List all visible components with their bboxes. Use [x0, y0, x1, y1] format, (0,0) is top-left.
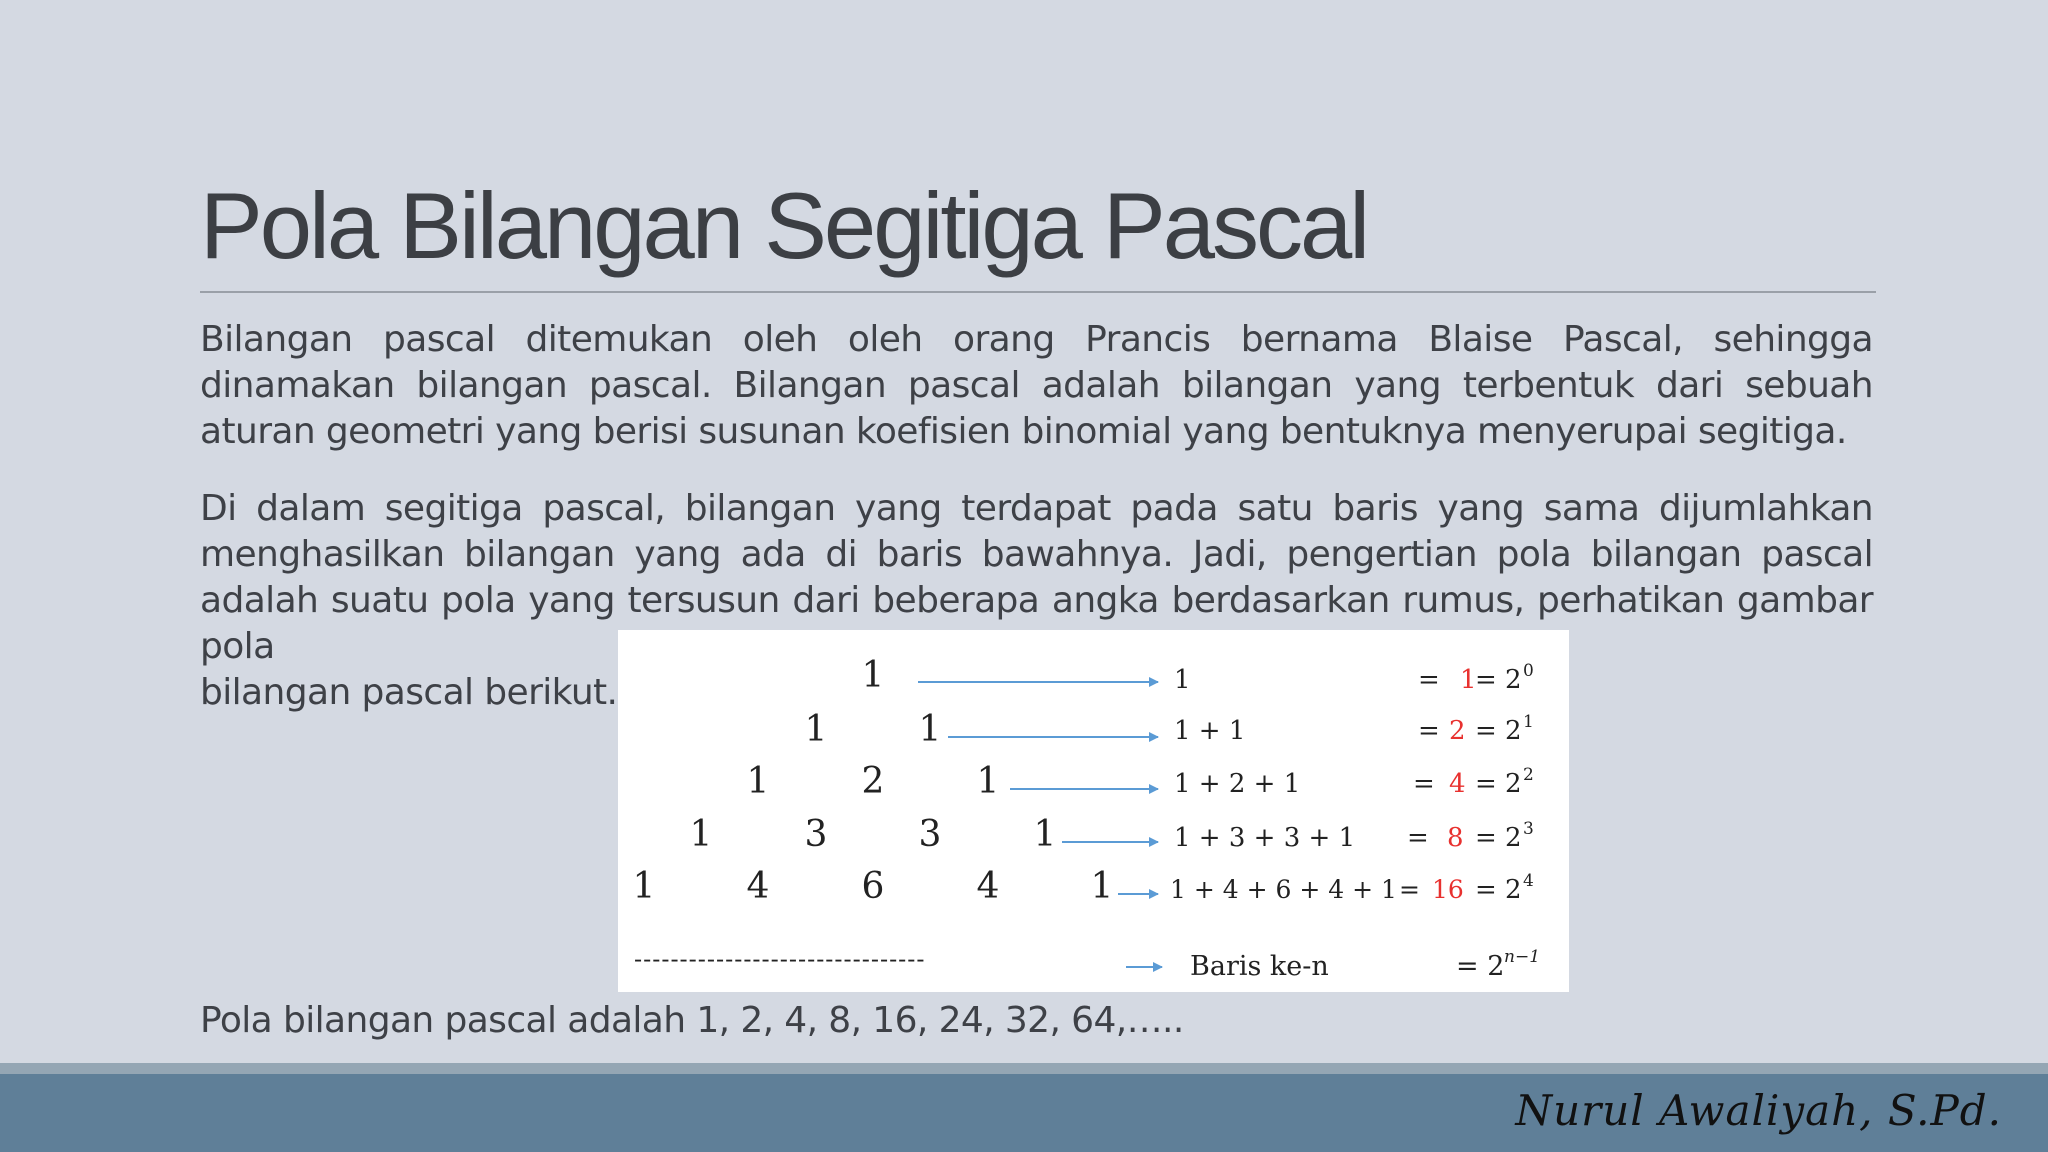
row-sum: 1 + 2 + 1 — [1174, 769, 1301, 799]
row-sum: 1 + 1 — [1174, 716, 1246, 746]
equals-sign: = — [1399, 875, 1420, 904]
equals-sign: = — [1418, 665, 1440, 695]
equals-sign: = — [1407, 823, 1429, 853]
triangle-number: 1 — [1090, 866, 1114, 907]
power-of-two: = 2 — [1475, 769, 1522, 799]
triangle-number: 4 — [976, 866, 1000, 907]
power-of-two: = 2 — [1475, 823, 1522, 853]
row-total: 16 — [1432, 875, 1464, 904]
general-row-power: = 2 — [1456, 951, 1505, 982]
title-underline — [200, 291, 1876, 293]
row-sum: 1 + 4 + 6 + 4 + 1 — [1170, 875, 1397, 904]
general-row-label: Baris ke-n — [1190, 951, 1329, 982]
pattern-summary: Pola bilangan pascal adalah 1, 2, 4, 8, 16, 24, 32, 64,….. — [200, 1000, 1184, 1041]
row-total: 4 — [1449, 769, 1466, 799]
pascal-triangle-diagram — [618, 630, 1569, 992]
slide-title: Pola Bilangan Segitiga Pascal — [200, 173, 1368, 278]
triangle-number: 1 — [689, 814, 713, 855]
paragraph-intro: Bilangan pascal ditemukan oleh oleh orang Prancis bernama Blaise Pascal, sehingga dinamakan bilangan pascal. Bilangan pascal adalah bilangan yang terbentuk dari sebuah aturan geometri yang berisi susunan koefisien binomial yang bentuknya menyerupai segitiga. — [200, 319, 1873, 452]
footer-accent-strip — [0, 1063, 2048, 1074]
power-of-two: = 2 — [1475, 875, 1522, 905]
triangle-number: 1 — [918, 709, 942, 750]
triangle-number: 3 — [918, 814, 942, 855]
triangle-number: 1 — [804, 709, 828, 750]
triangle-number: 6 — [861, 866, 885, 907]
triangle-number: 1 — [976, 761, 1000, 802]
power-exponent: 3 — [1523, 819, 1534, 839]
triangle-number: 1 — [1033, 814, 1057, 855]
paragraph-explanation-last-line: bilangan pascal berikut. — [200, 672, 618, 713]
general-row-exponent: n−1 — [1504, 947, 1541, 967]
equals-sign: = — [1418, 716, 1440, 746]
row-total: 2 — [1449, 716, 1466, 746]
triangle-number: 1 — [632, 866, 656, 907]
power-exponent: 1 — [1523, 712, 1534, 732]
power-exponent: 2 — [1523, 765, 1534, 785]
power-exponent: 0 — [1523, 661, 1534, 681]
triangle-number: 3 — [804, 814, 828, 855]
paragraph-explanation-text: Di dalam segitiga pascal, bilangan yang terdapat pada satu baris yang sama dijumlahkan menghasilkan bilangan yang ada di baris bawahnya. Jadi, pengertian pola bilangan pascal adalah suatu pola yang tersusun dari beberapa angka berdasarkan rumus, perhatikan gambar pola — [200, 488, 1873, 667]
power-of-two: = 2 — [1475, 716, 1522, 746]
row-sum: 1 — [1174, 665, 1191, 695]
dashed-row-placeholder: -------------------------------- — [634, 945, 926, 973]
equals-sign: = — [1413, 769, 1435, 799]
triangle-number: 4 — [746, 866, 770, 907]
pascal-triangle-figure — [618, 630, 1569, 992]
row-total: 8 — [1447, 823, 1464, 853]
author-signature: Nurul Awaliyah, S.Pd. — [1515, 1086, 2002, 1135]
power-exponent: 4 — [1523, 871, 1534, 891]
row-total: 1 — [1460, 665, 1477, 695]
triangle-number: 1 — [861, 655, 885, 696]
triangle-number: 1 — [746, 761, 770, 802]
triangle-number: 2 — [861, 761, 885, 802]
row-sum: 1 + 3 + 3 + 1 — [1174, 823, 1356, 853]
power-of-two: = 2 — [1475, 665, 1522, 695]
